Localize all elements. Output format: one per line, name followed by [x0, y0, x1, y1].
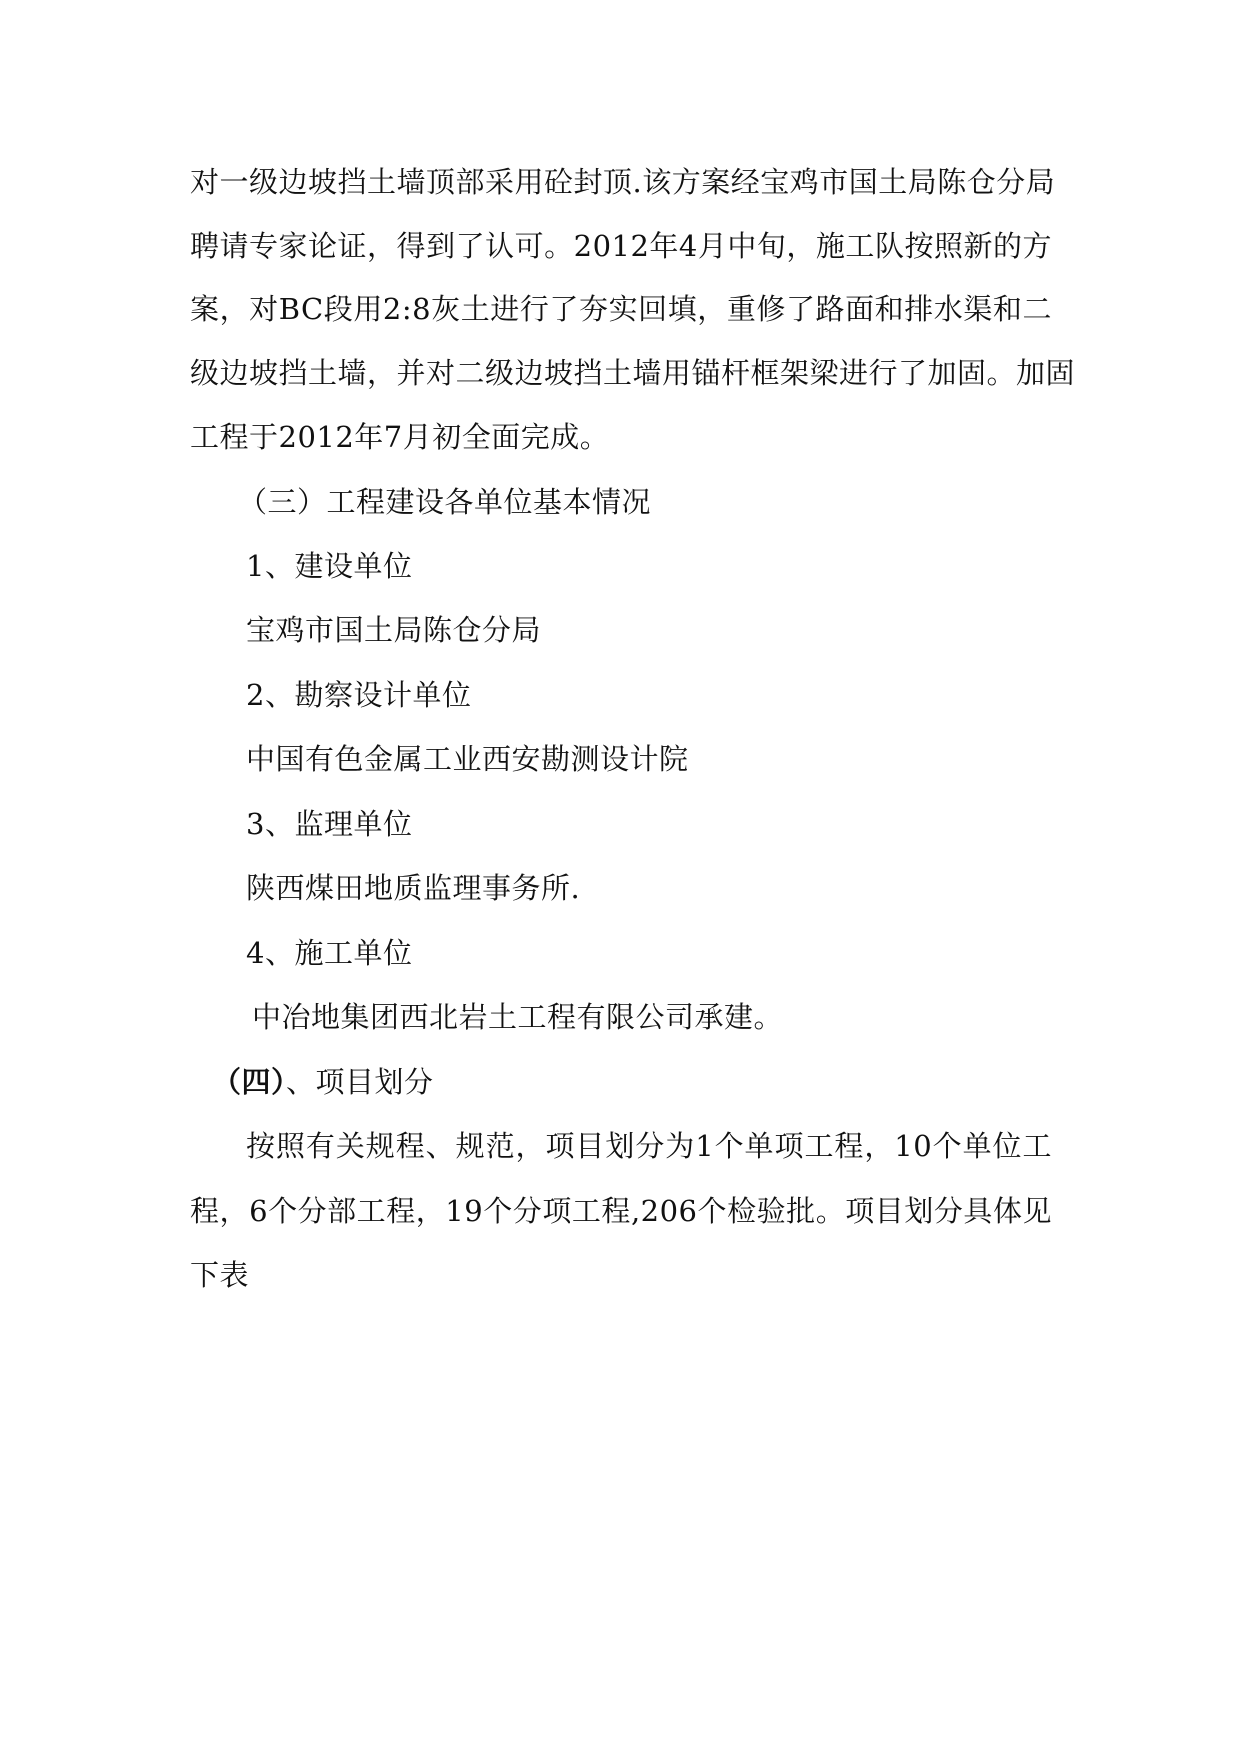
- paragraph-line: 对一级边坡挡土墙顶部采用砼封顶.该方案经宝鸡市国土局陈仓分局: [190, 165, 1056, 199]
- item-value-design-unit: 中国有色金属工业西安勘测设计院: [246, 742, 689, 776]
- paragraph-line-last: 下表: [190, 1258, 250, 1292]
- item-label-construction-unit: 1、建设单位: [246, 549, 413, 583]
- paragraph-line: 按照有关规程、规范，项目划分为1个单项工程，10个单位工: [246, 1129, 1052, 1163]
- paragraph-line: 案，对BC段用2:8灰土进行了夯实回填，重修了路面和排水渠和二: [190, 292, 1052, 326]
- item-value-supervision-unit: 陕西煤田地质监理事务所.: [246, 871, 581, 905]
- paragraph-line: 聘请专家论证，得到了认可。2012年4月中旬，施工队按照新的方: [190, 229, 1052, 263]
- section-heading: （三）工程建设各单位基本情况: [238, 485, 652, 519]
- section-heading-4-number: （四）: [212, 1065, 287, 1099]
- item-label-design-unit: 2、勘察设计单位: [246, 678, 472, 712]
- item-value-construction-unit: 宝鸡市国土局陈仓分局: [246, 613, 542, 647]
- item-label-contractor-unit: 4、施工单位: [246, 936, 413, 970]
- paragraph-line: 程，6个分部工程，19个分项工程,206个检验批。项目划分具体见: [190, 1194, 1052, 1228]
- section-heading-4: [212, 1062, 434, 1102]
- section-heading-4-title: 、项目划分: [286, 1065, 434, 1099]
- paragraph-line: 级边坡挡土墙，并对二级边坡挡土墙用锚杆框架梁进行了加固。加固: [190, 356, 1076, 390]
- paragraph-line-last: 工程于2012年7月初全面完成。: [190, 420, 610, 454]
- item-value-contractor-unit: 中冶地集团西北岩土工程有限公司承建。: [252, 1000, 784, 1034]
- item-label-supervision-unit: 3、监理单位: [246, 807, 413, 841]
